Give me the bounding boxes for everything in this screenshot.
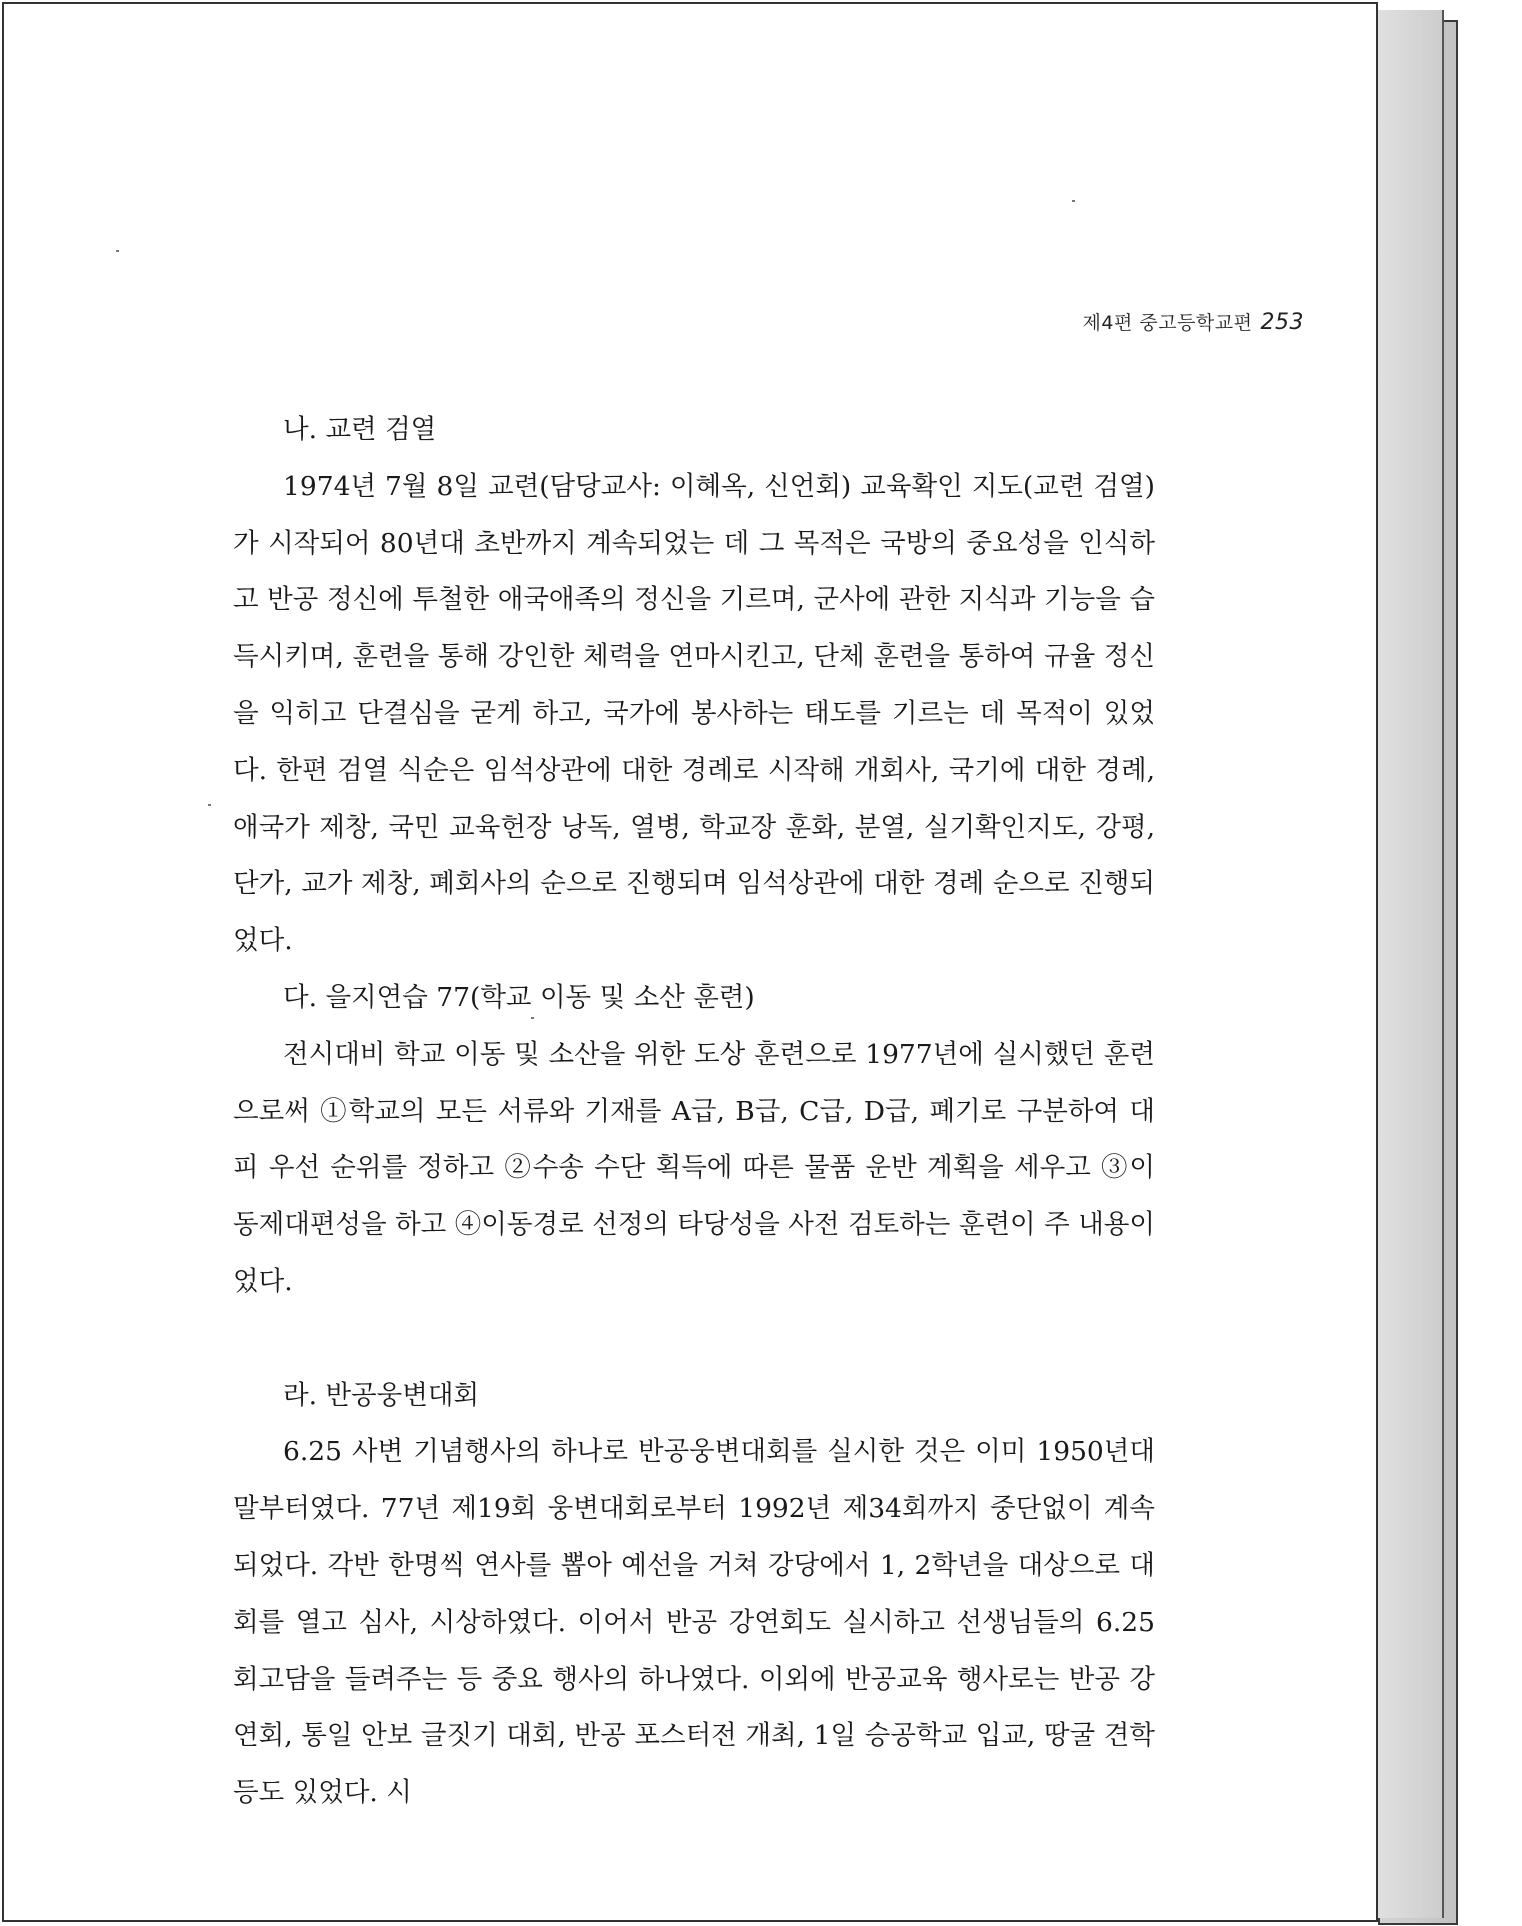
book-stack-middle-pages	[1378, 10, 1444, 1918]
section-paragraph: 전시대비 학교 이동 및 소산을 위한 도상 훈련으로 1977년에 실시했던 훈련으로써 ①학교의 모든 서류와 기재를 A급, B급, C급, D급, 폐기로 구분하여 대피 우선 순위를 정하고 ②수송 수단 획득에 따른 물품 운반 계획을 세우고 ③이동제대편성을 하고 ④이동경로 선정의 타당성을 사전 검토하는 훈련이 주 내용이었다.	[233, 1038, 1155, 1297]
scan-speck	[1072, 200, 1075, 202]
section-drill-inspection	[233, 402, 1155, 970]
page-body	[233, 402, 1155, 1822]
scan-speck	[116, 250, 119, 252]
running-head-part: 제4편 중고등학교편	[1082, 312, 1253, 334]
section-heading: 다. 을지연습 77(학교 이동 및 소산 훈련)	[283, 981, 755, 1013]
scan-speck	[208, 804, 211, 806]
section-heading: 나. 교련 검열	[283, 414, 437, 445]
section-ulchi-exercise	[233, 970, 1155, 1311]
section-gap	[233, 1311, 1155, 1368]
running-head	[1083, 308, 1304, 335]
section-paragraph: 1974년 7월 8일 교련(담당교사: 이혜옥, 신언회) 교육확인 지도(교련 검열)가 시작되어 80년대 초반까지 계속되었는 데 그 목적은 국방의 중요성을 인식하고 반공 정신에 투철한 애국애족의 정신을 기르며, 군사에 관한 지식과 기능을 습득시키며, 훈련을 통해 강인한 체력을 연마시킨고, 단체 훈련을 통하여 규율 정신을 익히고 단결심을 굳게 하고, 국가에 봉사하는 태도를 기르는 데 목적이 있었다. 한편 검열 식순은 임석상관에 대한 경례로 시작해 개회사, 국기에 대한 경례, 애국가 제창, 국민 교육헌장 낭독, 열병, 학교장 훈화, 분열, 실기확인지도, 강평, 단가, 교가 제창, 폐회사의 순으로 진행되며 임석상관에 대한 경례 순으로 진행되었다.	[233, 470, 1155, 957]
section-heading: 라. 반공웅변대회	[283, 1379, 480, 1411]
section-speech-contest	[233, 1368, 1155, 1822]
page-number: 253	[1260, 310, 1304, 335]
section-paragraph: 6.25 사변 기념행사의 하나로 반공웅변대회를 실시한 것은 이미 1950년대 말부터였다. 77년 제19회 웅변대회로부터 1992년 제34회까지 중단없이 계속되었다. 각반 한명씩 연사를 뽑아 예선을 거쳐 강당에서 1, 2학년을 대상으로 대회를 열고 심사, 시상하였다. 이어서 반공 강연회도 실시하고 선생님들의 6.25 회고담을 들려주는 등 중요 행사의 하나였다. 이외에 반공교육 행사로는 반공 강연회, 통일 안보 글짓기 대회, 반공 포스터전 개최, 1일 승공학교 입교, 땅굴 견학등도 있었다. 시	[233, 1436, 1155, 1809]
